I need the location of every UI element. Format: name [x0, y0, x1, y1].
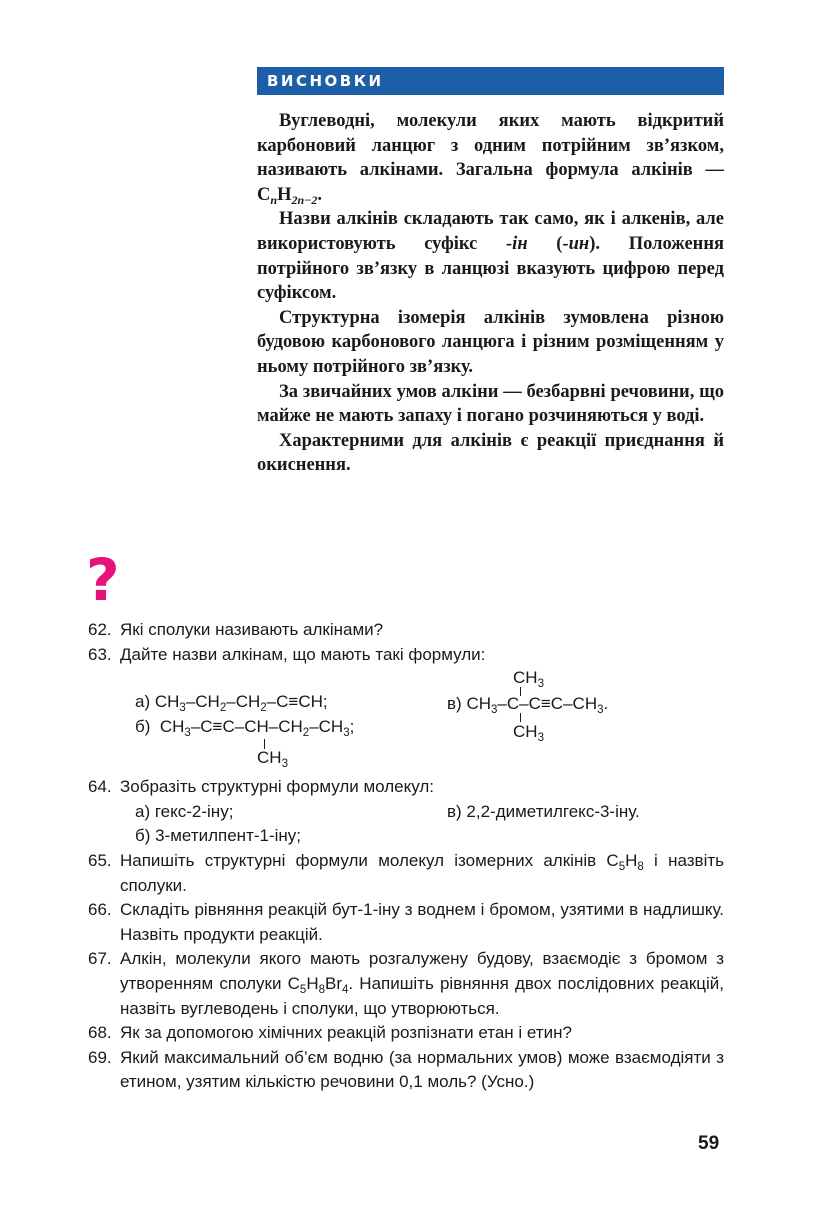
- question-66: [88, 898, 724, 947]
- question-68: [88, 1021, 724, 1046]
- question-mark-icon: ?: [86, 546, 120, 614]
- conclusion-paragraph: Вуглеводні, молекули яких мають відкритий карбоновий ланцюг з одним потрійним зв’язком, називають алкінами. Загальна формула алкінів — $C_nH_{2n-2}$.: [257, 111, 724, 207]
- conclusion-paragraph: За звичайних умов алкіни — безбарвні речовини, що майже не мають запаху і погано розчиняються у воді.: [257, 381, 724, 427]
- question-65: 65. Напишіть структурні формули молекул ізомерних алкінів $C_5H_8$ і назвіть сполуки.: [88, 850, 724, 895]
- formula-b: б) $CH_3-C\equiv C-CH-CH_2-CH_3$;: [135, 717, 355, 740]
- section-header: ВИСНОВКИ: [257, 67, 724, 95]
- questions-list: [88, 618, 724, 1095]
- question-64: [88, 775, 724, 800]
- formula-v: в) $CH_3-C-C\equiv C-CH_3$.: [447, 694, 609, 717]
- item-a: а) гекс-2-іну;: [135, 801, 234, 821]
- question-text: Які сполуки називають алкінами?: [120, 620, 384, 639]
- question-69: [88, 1046, 724, 1095]
- formula-v-branch-top: $CH_3$: [513, 668, 544, 691]
- question-number: 64.: [88, 777, 112, 797]
- question-text: Складіть рівняння реакцій бут-1-іну з воднем і бромом, узятими в надлишку. Назвіть продукти реакцій.: [120, 900, 724, 944]
- question-text: Який максимальний об’єм водню (за нормальних умов) може взаємодіяти з етином, узятим кількістю речовини 0,1 моль? (Усно.): [120, 1047, 724, 1092]
- question-number: 65.: [88, 850, 112, 870]
- page-number: 59: [698, 1133, 720, 1154]
- question-text: Як за допомогою хімічних реакцій розпізнати етан і етин?: [120, 1023, 572, 1043]
- question-62: [88, 618, 724, 643]
- question-number: 69.: [88, 1047, 112, 1067]
- conclusion-paragraph: Назви алкінів складають так само, як і алкенів, але використовують суфікс -ін (-ин). Положення потрійного зв’язку в ланцюзі вказують цифрою перед суфіксом.: [257, 209, 724, 304]
- formula-a: а) $CH_3-CH_2-CH_2-C\equiv CH$;: [135, 692, 328, 715]
- formulas-block: [88, 667, 724, 775]
- question-64-items: [88, 824, 724, 849]
- conclusions-block: [257, 109, 724, 478]
- question-number: 68.: [88, 1023, 112, 1043]
- item-b: б) 3-метилпент-1-іну;: [135, 826, 302, 846]
- conclusion-paragraph: Структурна ізомерія алкінів зумовлена різною будовою карбонового ланцюга і різним розміщенням у ньому потрійного зв’язку.: [257, 307, 724, 377]
- item-v: в) 2,2-диметилгекс-3-іну.: [447, 801, 640, 821]
- question-number: 63.: [88, 644, 112, 664]
- question-number: 66.: [88, 900, 112, 920]
- question-number: 67.: [88, 949, 112, 969]
- question-63: [88, 643, 724, 668]
- question-text: Дайте назви алкінам, що мають такі формули:: [120, 644, 486, 664]
- formula-v-branch-bottom: $CH_3$: [513, 722, 544, 745]
- question-text: Зобразіть структурні формули молекул:: [120, 777, 435, 797]
- formula-b-branch: $CH_3$: [257, 748, 288, 771]
- question-64-items: [88, 800, 724, 825]
- conclusion-paragraph: Характерними для алкінів є реакції приєднання й окиснення.: [257, 430, 724, 476]
- question-number: 62.: [88, 620, 112, 639]
- question-67: 67. Алкін, молекули якого мають розгалужену будову, взаємодіє з бромом з утворенням сполуки $C_5H_8Br_4$. Напишіть рівняння двох послідовних реакцій, назвіть вуглеводень і сполуки, що утворюються.: [88, 949, 725, 1018]
